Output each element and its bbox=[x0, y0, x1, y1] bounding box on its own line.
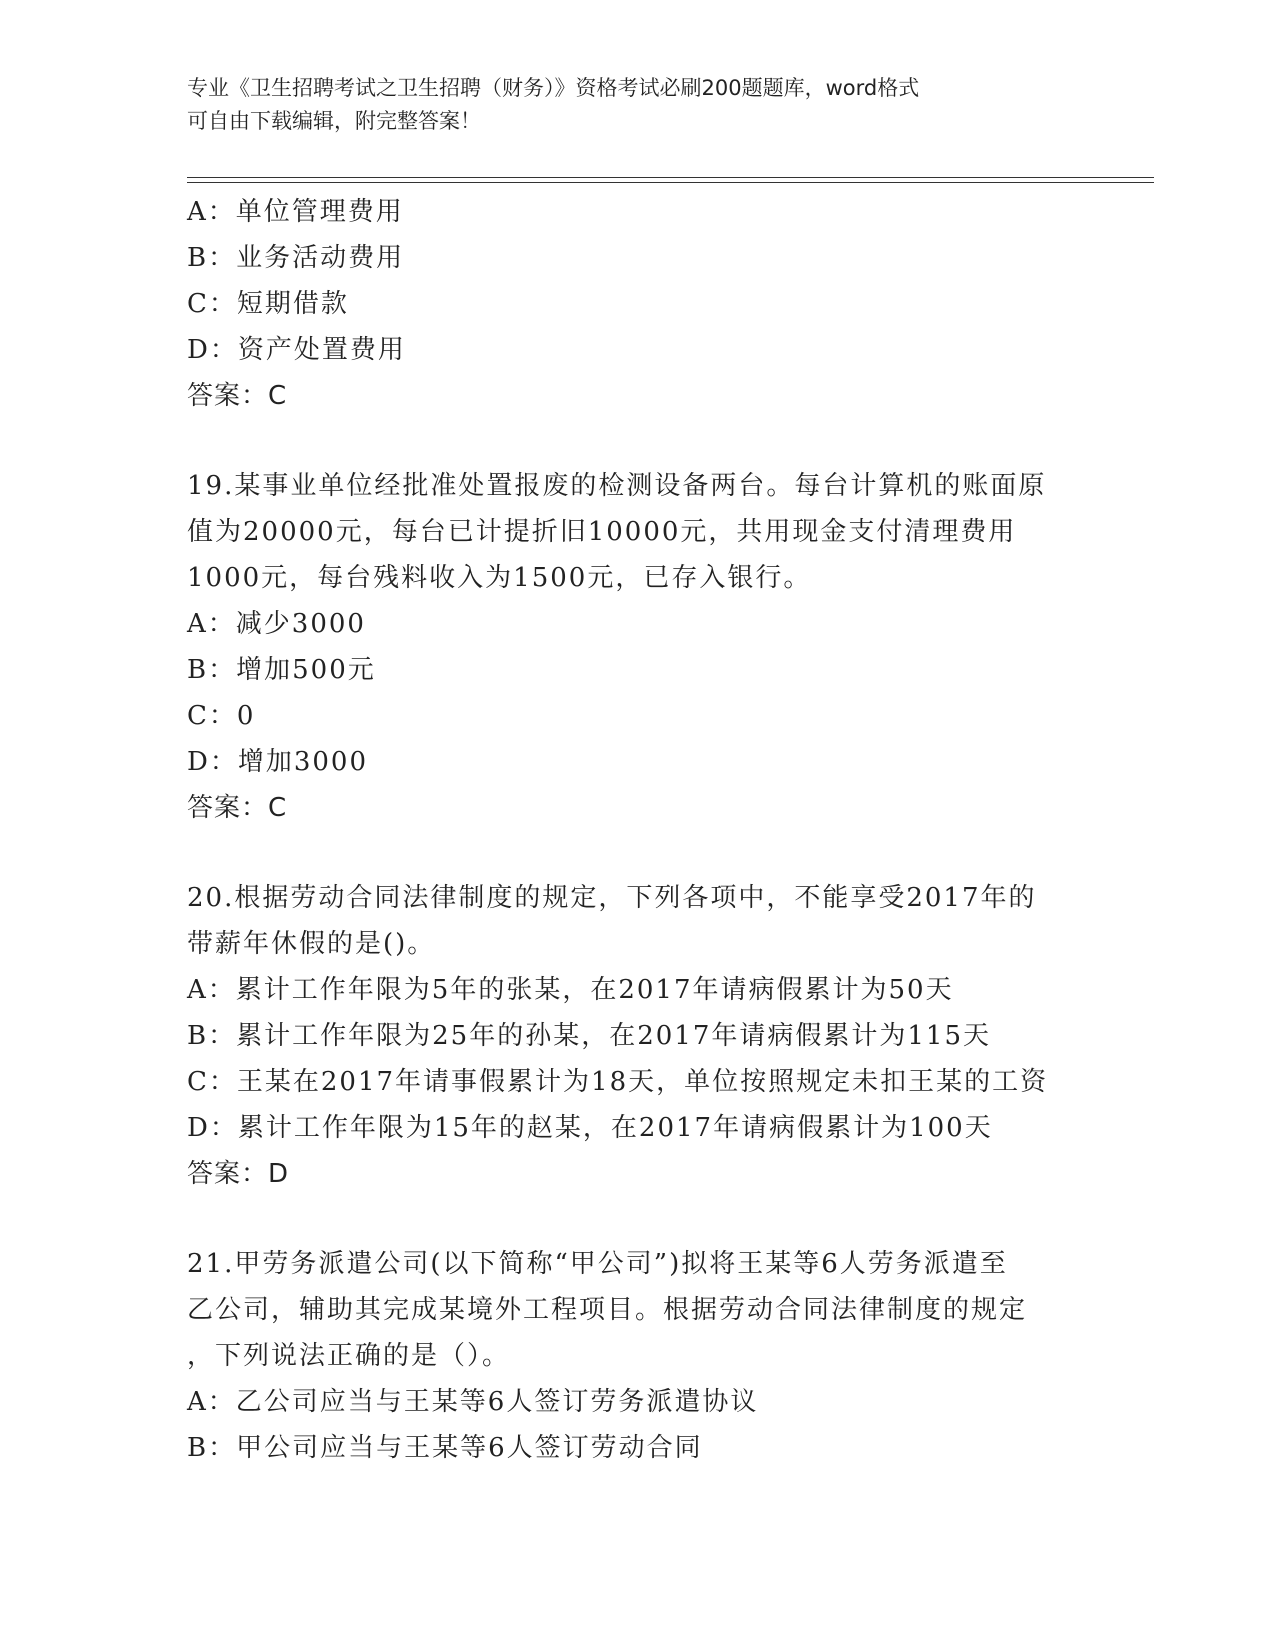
question-stem-line: ，下列说法正确的是（）。 bbox=[187, 1341, 511, 1371]
question-stem-line: 21.甲劳务派遣公司(以下简称“甲公司”)拟将王某等6人劳务派遣至 bbox=[187, 1249, 1008, 1279]
question-stem-line: 1000元，每台残料收入为1500元，已存入银行。 bbox=[187, 563, 812, 593]
question-stem-line: 20.根据劳动合同法律制度的规定，下列各项中，不能享受2017年的 bbox=[187, 883, 1037, 913]
option-a: A：单位管理费用 bbox=[187, 197, 404, 227]
answer-line: 答案：C bbox=[187, 381, 288, 411]
question-stem-line: 乙公司，辅助其完成某境外工程项目。根据劳动合同法律制度的规定 bbox=[187, 1295, 1028, 1325]
option-a: A：减少3000 bbox=[187, 609, 366, 639]
question-20 bbox=[187, 875, 1147, 1197]
option-b: B：累计工作年限为25年的孙某，在2017年请病假累计为115天 bbox=[187, 1021, 991, 1051]
question-stem-line: 19.某事业单位经批准处置报废的检测设备两台。每台计算机的账面原 bbox=[187, 471, 1047, 501]
question-spacer bbox=[187, 831, 1147, 875]
question-stem-line: 值为20000元，每台已计提折旧10000元，共用现金支付清理费用 bbox=[187, 517, 1017, 547]
header-title-line-2: 可自由下载编辑，附完整答案！ bbox=[187, 109, 481, 133]
answer-line: 答案：D bbox=[187, 1159, 290, 1189]
option-b: B：业务活动费用 bbox=[187, 243, 405, 273]
option-d: D：资产处置费用 bbox=[187, 335, 406, 365]
option-d: D：累计工作年限为15年的赵某，在2017年请病假累计为100天 bbox=[187, 1113, 993, 1143]
option-a: A：累计工作年限为5年的张某，在2017年请病假累计为50天 bbox=[187, 975, 954, 1005]
question-18 bbox=[187, 189, 1147, 419]
option-c: C：短期借款 bbox=[187, 289, 349, 319]
question-spacer bbox=[187, 419, 1147, 463]
header-divider-top bbox=[187, 177, 1154, 178]
document-header bbox=[187, 72, 1087, 138]
option-b: B：甲公司应当与王某等6人签订劳动合同 bbox=[187, 1433, 703, 1463]
question-19 bbox=[187, 463, 1147, 831]
option-b: B：增加500元 bbox=[187, 655, 376, 685]
option-d: D：增加3000 bbox=[187, 747, 369, 777]
option-c: C：0 bbox=[187, 701, 256, 731]
header-divider-bottom bbox=[187, 182, 1154, 183]
question-list bbox=[187, 189, 1147, 1471]
option-a: A：乙公司应当与王某等6人签订劳务派遣协议 bbox=[187, 1387, 759, 1417]
option-c: C：王某在2017年请事假累计为18天，单位按照规定未扣王某的工资 bbox=[187, 1067, 1049, 1097]
question-spacer bbox=[187, 1197, 1147, 1241]
header-title-line-1: 专业《卫生招聘考试之卫生招聘（财务）》资格考试必刷200题题库，word格式 bbox=[187, 76, 920, 100]
question-21 bbox=[187, 1241, 1147, 1471]
answer-line: 答案：C bbox=[187, 793, 288, 823]
question-stem-line: 带薪年休假的是()。 bbox=[187, 929, 436, 959]
